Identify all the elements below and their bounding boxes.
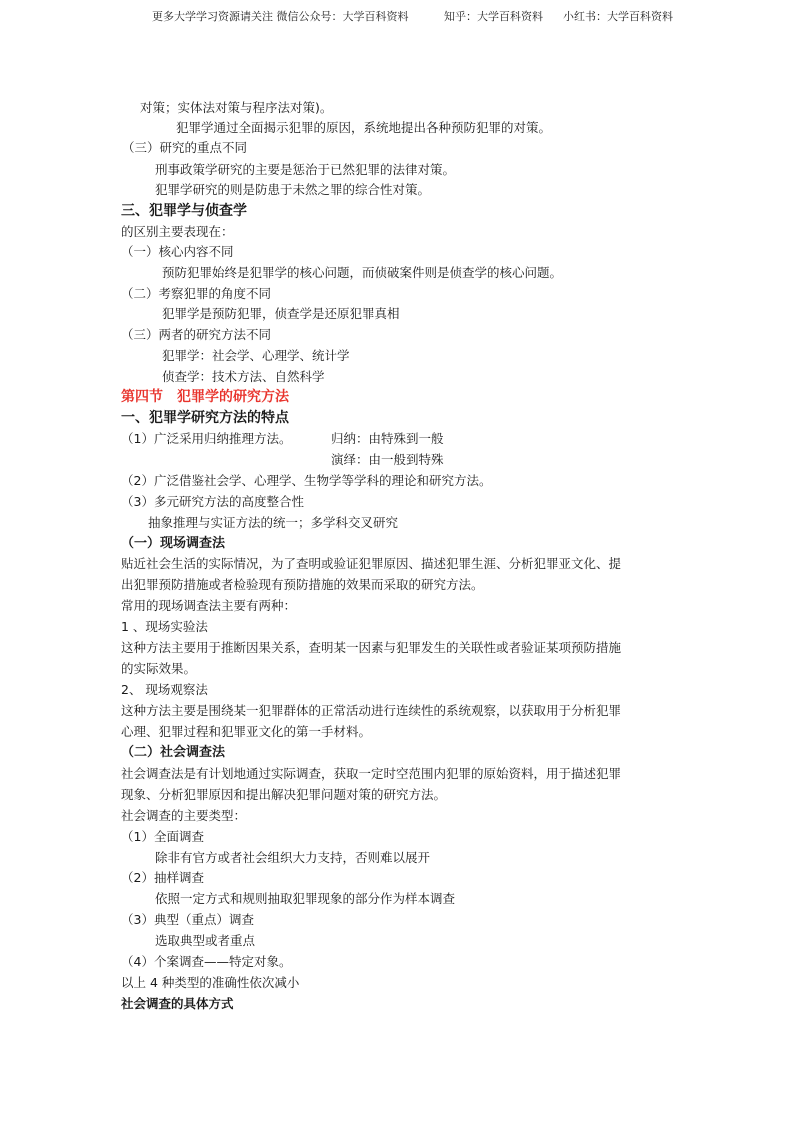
text-line: （2）抽样调查 [121, 870, 204, 885]
text-line: 现象、分析犯罪原因和提出解决犯罪问题对策的研究方法。 [121, 787, 447, 802]
text-line: 的区别主要表现在： [121, 224, 234, 239]
subheading-line: （三）两者的研究方法不同 [121, 327, 272, 342]
text-line: （3）典型（重点）调查 [121, 912, 254, 927]
text-line: 这种方法主要用于推断因果关系，查明某一因素与犯罪发生的关联性或者验证某项预防措施 [121, 640, 622, 655]
text-line: 犯罪学是预防犯罪，侦查学是还原犯罪真相 [162, 306, 400, 321]
text-line: 对策；实体法对策与程序法对策)。 [140, 100, 333, 115]
text-line: 以上 4 种类型的准确性依次减小 [121, 975, 300, 990]
text-line: 犯罪学：社会学、心理学、统计学 [162, 348, 350, 363]
chapter-section-title: 第四节 犯罪学的研究方法 [121, 389, 289, 405]
text-line: （1）广泛采用归纳推理方法。 [121, 431, 292, 446]
text-line: 1 、现场实验法 [121, 619, 208, 634]
text-line: 刑事政策学研究的主要是惩治于已然犯罪的法律对策。 [155, 162, 456, 177]
text-line: （3）多元研究方法的高度整合性 [121, 494, 304, 509]
text-line: 选取典型或者重点 [155, 933, 256, 948]
header-xiaohongshu-text: 小红书：大学百科资料 [563, 10, 673, 23]
subheading-line: （一）核心内容不同 [121, 244, 234, 259]
text-line: 常用的现场调查法主要有两种： [121, 598, 297, 613]
text-line: 2、 现场观察法 [121, 682, 208, 697]
subsection-heading: （一）现场调查法 [121, 536, 226, 551]
section-heading: 三、犯罪学与侦查学 [121, 203, 247, 219]
text-line: 预防犯罪始终是犯罪学的核心问题，而侦破案件则是侦查学的核心问题。 [162, 265, 563, 280]
text-line: 归纳：由特殊到一般 [331, 431, 444, 446]
subheading-line: （二）考察犯罪的角度不同 [121, 286, 272, 301]
text-line: 犯罪学通过全面揭示犯罪的原因，系统地提出各种预防犯罪的对策。 [176, 120, 552, 135]
subheading-line: （三）研究的重点不同 [122, 140, 248, 155]
text-line: 出犯罪预防措施或者检验现有预防措施的效果而采取的研究方法。 [121, 577, 484, 592]
text-line: 社会调查法是有计划地通过实际调查，获取一定时空范围内犯罪的原始资料，用于描述犯罪 [121, 766, 622, 781]
text-line: 侦查学：技术方法、自然科学 [162, 369, 325, 384]
text-line: （1）全面调查 [121, 829, 204, 844]
text-line: 贴近社会生活的实际情况，为了查明或验证犯罪原因、描述犯罪生涯、分析犯罪亚文化、提 [121, 556, 622, 571]
text-line: （4）个案调查——特定对象。 [121, 954, 292, 969]
bold-heading-line: 社会调查的具体方式 [121, 996, 234, 1011]
text-line: 这种方法主要是围绕某一犯罪群体的正常活动进行连续性的系统观察，以获取用于分析犯罪 [121, 703, 622, 718]
text-line: 犯罪学研究的则是防患于未然之罪的综合性对策。 [155, 182, 431, 197]
text-line: 社会调查的主要类型： [121, 808, 247, 823]
text-line: 的实际效果。 [121, 661, 197, 676]
subsection-heading: （二）社会调查法 [121, 745, 226, 760]
text-line: 抽象推理与实证方法的统一；多学科交叉研究 [148, 515, 399, 530]
text-line: 依照一定方式和规则抽取犯罪现象的部分作为样本调查 [155, 891, 456, 906]
header-wechat-text: 更多大学学习资源请关注 微信公众号：大学百科资料 [152, 10, 409, 23]
header-zhihu-text: 知乎：大学百科资料 [444, 10, 543, 23]
text-line: 除非有官方或者社会组织大力支持，否则难以展开 [155, 850, 431, 865]
text-line: 演绎：由一般到特殊 [331, 452, 444, 467]
text-line: 心理、犯罪过程和犯罪亚文化的第一手材料。 [121, 724, 372, 739]
section-heading: 一、犯罪学研究方法的特点 [121, 410, 289, 426]
text-line: （2）广泛借鉴社会学、心理学、生物学等学科的理论和研究方法。 [121, 473, 492, 488]
